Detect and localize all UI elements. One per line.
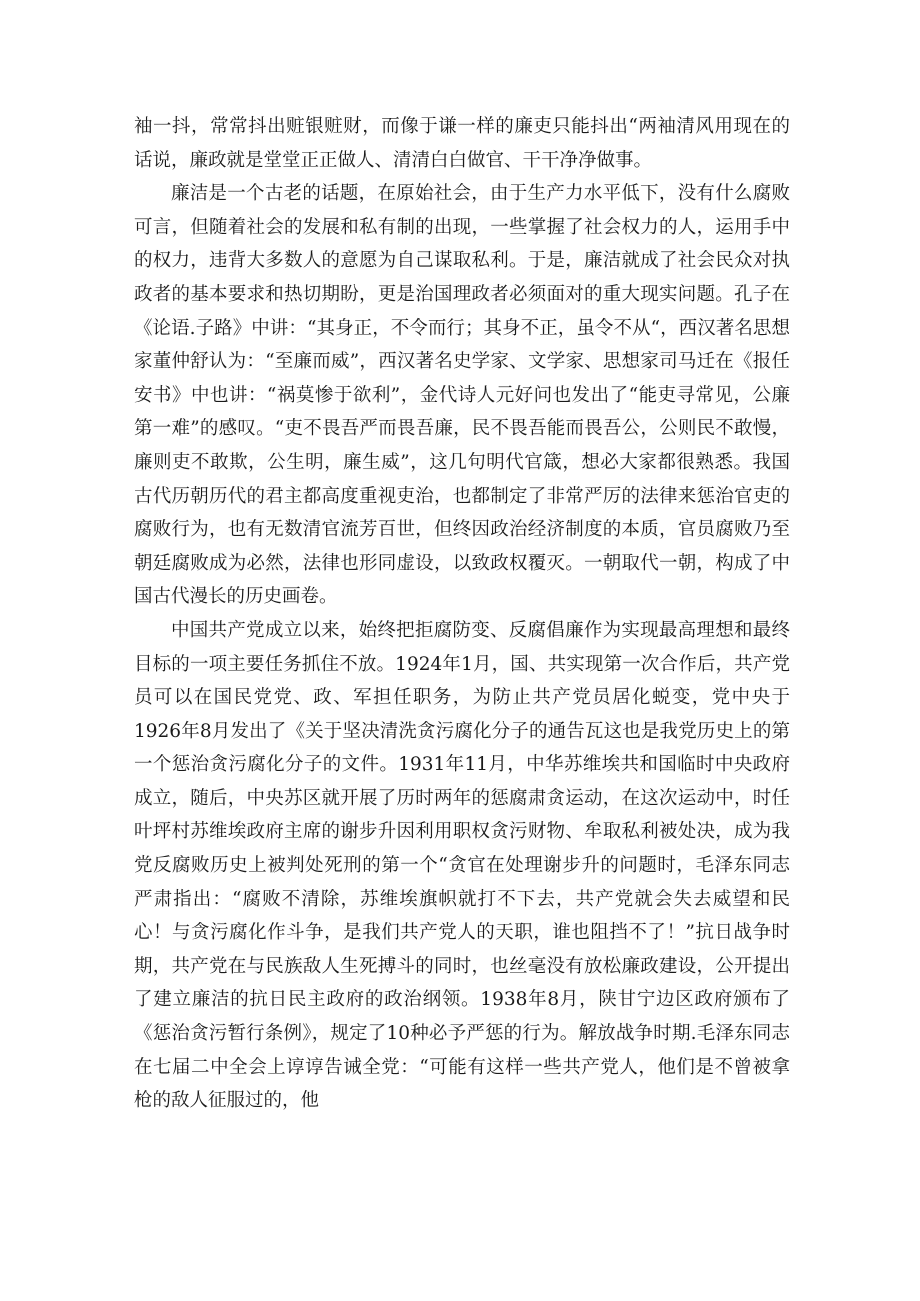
paragraph-integrity-history: 廉洁是一个古老的话题，在原始社会，由于生产力水平低下，没有什么腐败可言，但随着社会的发展和私有制的出现，一些掌握了社会权力的人，运用手中的权力，违背大多数人的意愿为自己谋取私利。于是，廉洁就成了社会民众对执政者的基本要求和热切期盼，更是治国理政者必须面对的重大现实问题。孔子在《论语.子路》中讲：“其身正，不令而行；其身不正，虽令不从“，西汉著名思想家董仲舒认为：“至廉而威”，西汉著名史学家、文学家、思想家司马迁在《报任安书》中也讲：“祸莫惨于欲利”，金代诗人元好问也发出了“能吏寻常见，公廉第一难”的感叹。“吏不畏吾严而畏吾廉，民不畏吾能而畏吾公，公则民不敢慢，廉则吏不敢欺，公生明，廉生威”，这几句明代官箴，想必大家都很熟悉。我国古代历朝历代的君主都高度重视吏治，也都制定了非常严厉的法律来惩治官吏的腐败行为，也有无数清官流芳百世，但终因政治经济制度的本质，官员腐败乃至朝廷腐败成为必然，法律也形同虚设，以致政权覆灭。一朝取代一朝，构成了中国古代漫长的历史画卷。 [134, 183, 790, 608]
paragraph-continuation: 袖一抖，常常抖出赃银赃财，而像于谦一样的廉吏只能抖出“两袖清风用现在的话说，廉政就是堂堂正正做人、清清白白做官、干干净净做事。 [134, 116, 790, 171]
document-body [134, 110, 790, 1118]
paragraph-party-anticorruption: 中国共产党成立以来，始终把拒腐防变、反腐倡廉作为实现最高理想和最终目标的一项主要任务抓住不放。1924年1月，国、共实现第一次合作后，共产党员可以在国民党党、政、军担任职务，为防止共产党员居化蜕变，党中央于1926年8月发出了《关于坚决清洗贪污腐化分子的通告瓦这也是我党历史上的第一个惩治贪污腐化分子的文件。1931年11月，中华苏维埃共和国临时中央政府成立，随后，中央苏区就开展了历时两年的惩腐肃贪运动，在这次运动中，时任叶坪村苏维埃政府主席的谢步升因利用职权贪污财物、牟取私利被处决，成为我党反腐败历史上被判处死刑的第一个“贪官在处理谢步升的问题时，毛泽东同志严肃指出：“腐败不清除，苏维埃旗帜就打不下去，共产党就会失去威望和民心！与贪污腐化作斗争，是我们共产党人的天职，谁也阻挡不了！”抗日战争时期，共产党在与民族敌人生死搏斗的同时，也丝毫没有放松廉政建设，公开提出了建立廉洁的抗日民主政府的政治纲领。1938年8月，陕甘宁边区政府颁布了《惩治贪污暂行条例》，规定了10种必予严惩的行为。解放战争时期.毛泽东同志在七届二中全会上谆谆告诫全党：“可能有这样一些共产党人，他们是不曾被拿枪的敌人征服过的，他 [134, 619, 790, 1112]
